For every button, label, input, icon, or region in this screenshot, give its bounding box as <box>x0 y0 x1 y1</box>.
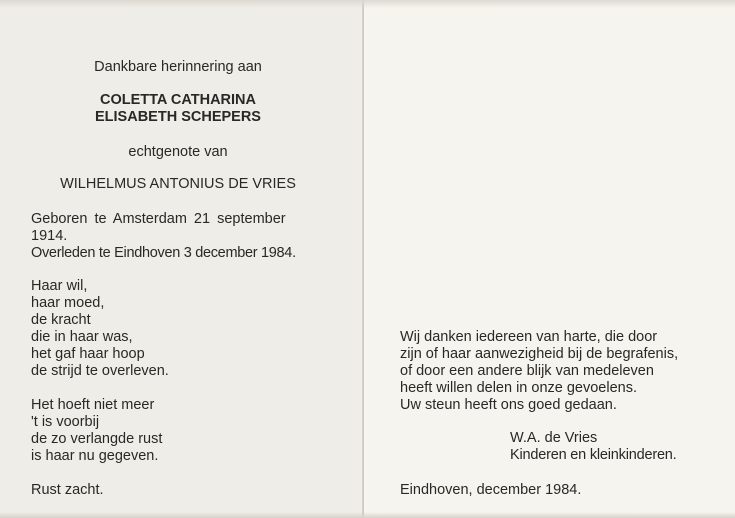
thanks-line: heeft willen delen in onze gevoelens. <box>400 380 637 396</box>
closing-text: Rust zacht. <box>31 482 104 498</box>
spouse-name: WILHELMUS ANTONIUS DE VRIES <box>60 176 296 192</box>
place-date: Eindhoven, december 1984. <box>400 482 582 498</box>
right-panel <box>364 0 735 518</box>
signature-name: W.A. de Vries <box>510 430 598 446</box>
bottom-edge-shadow <box>0 512 735 518</box>
poem-line: de kracht <box>31 312 91 328</box>
poem-line: is haar nu gegeven. <box>31 448 159 464</box>
thanks-line: Wij danken iedereen van harte, die door <box>400 329 658 345</box>
poem-line: de strijd te overleven. <box>31 363 169 379</box>
left-panel <box>0 0 364 518</box>
poem-line: Het hoeft niet meer <box>31 397 155 413</box>
thanks-line: of door een andere blijk van medeleven <box>400 363 654 379</box>
poem-line: de zo verlangde rust <box>31 431 163 447</box>
poem-line: die in haar was, <box>31 329 133 345</box>
thanks-line: zijn of haar aanwezigheid bij de begrafenis, <box>400 346 679 362</box>
intro-text: Dankbare herinnering aan <box>94 59 262 75</box>
thanks-line: Uw steun heeft ons goed gedaan. <box>400 397 617 413</box>
poem-line: 't is voorbij <box>31 414 100 430</box>
born-line-2: 1914. <box>31 228 68 244</box>
died-line: Overleden te Eindhoven 3 december 1984. <box>31 245 296 261</box>
name-line-1: COLETTA CATHARINA <box>100 92 256 108</box>
top-edge-shadow <box>0 0 735 8</box>
poem-line: het gaf haar hoop <box>31 346 145 362</box>
poem-line: Haar wil, <box>31 278 88 294</box>
signature-family: Kinderen en kleinkinderen. <box>510 447 677 463</box>
spouse-label: echtgenote van <box>128 144 228 160</box>
born-line-1: Geboren te Amsterdam 21 september <box>31 211 286 227</box>
name-line-2: ELISABETH SCHEPERS <box>95 109 261 125</box>
poem-line: haar moed, <box>31 295 105 311</box>
